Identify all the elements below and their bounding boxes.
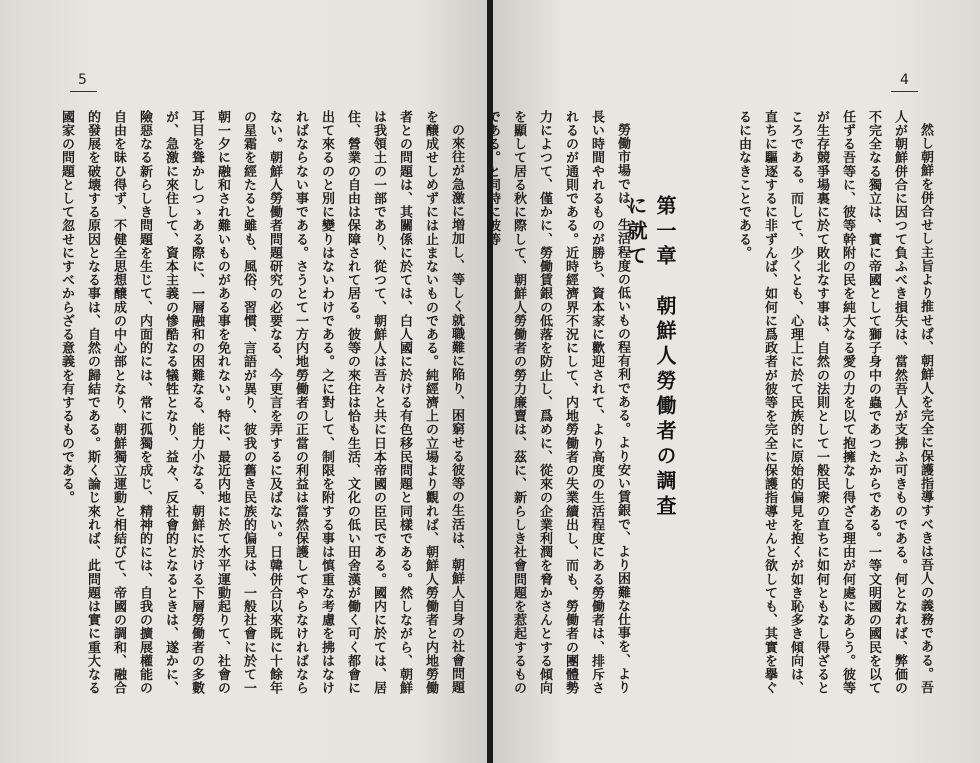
page-number-rule-left	[70, 91, 97, 92]
right-page-paragraph-1: 然し朝鮮を併合せし主旨より推せば、朝鮮人を完全に保護指導すべきは吾人の義務である。吾人が朝鮮併合に因つて負ふべき損失は、當然吾人が支拂ふ可きものである。何となれば、弊価の不完全なる獨立は、實に帝國として獅子身中の蟲であつたからである。一等文明國の國民を以て任ずる吾等に、彼等幹附の民を純大なる愛の力を以て抱擁なし得ざる理由が何處にあらう。彼等が生存競爭場裏に於て敗北なす事は、自然の法則として一般民衆の直ちに如何ともなし得ざるところである。而して、少くとも、心理上に於て民族的に原始的偏見を抱くが如き恥多き傾向は、直ちに驅逐するに非ずんば、如何に爲政者が彼等を完全に保護指導せんと欲しても、其實を擧ぐるに由なきことである。	[736, 110, 933, 695]
chapter-title: 第一章 朝鮮人勞働者の調査に就て	[624, 195, 677, 520]
page-number-rule-right	[891, 91, 918, 92]
right-page-intro-text	[678, 110, 938, 700]
right-page-paragraph-2: 勞働市場では、生活程度の低いもの程有利である。より安い賃銀で、より困難な仕事を、より長い時間やれるものが勝ち、資本家に歡迎されて、より高度の生活程度にある勞働者は、排斥されるのが通則である。近時經濟界不況にして、内地勞働者の失業續出し、而も、勞働者の團體勢力によつて、僅かに、勞働賃銀の低落を防止し、爲めに、從來の企業利潤を脅かさんとする傾向を顯して居る秋に際して、朝鮮人勞働者の勞力廉賣は、茲に、新らしき社會問題を惹起するものである。と同時に彼等	[485, 110, 630, 695]
left-page-paragraph: の來往が急激に増加し、等しく就職難に陥り、困窮せる彼等の生活は、朝鮮人自身の社會問題を醸成せしめずには止まないものである。純經濟上の立場より觀れば、朝鮮人勞働者と内地勞働者との問題は、其關係に於ては、白人國に於ける有色移民問題と同樣である。然しながら、朝鮮は我領土の一部であり、從つて、朝鮮人は吾々と共に日本帝國の臣民である。國内に於ては、居住、營業の自由は保障されて居る。彼等の來住は恰も生活、文化の低い田舍漢が働く可く都會に出て來るのと別に變りはないわけである。之に對して、制限を附する事は慎重な考慮を拂はなければならない事である。さうとて一方内地勞働者の正當の利益は當然保護してやらなければならない。朝鮮人勞働者問題研究の必要なる、今更言を弄するに及ばない。日韓併合以來既に十餘年の星霜を經たると雖も、風俗、習慣、言語が異り、彼我の舊き民族的偏見は、一般社會に於て一朝一夕に融和され難いものがある事を免れない。特に、最近内地に於て水平運動起りて、社會の耳目を聳かしつゝある際に、一層融和の困難なる、能力小なる、朝鮮に於ける下層勞働者の多數が、急激に來住して、資本主義の慘酷なる犠牲となり、益々、反社會的となるときは、遂かに、險惡なる新らしき問題を生じて、内面的には、常に孤獨を成じ、精神的には、自我の擴展權能の自由を昧ひ得ず、不健全思想醸成の中心部となり、朝鮮獨立運動と相結びて、帝國の調和、融合的發展を破壊する原因となる事は、自然の歸結である。斯く論じ來れば、此問題は實に重大なる國家の問題として忽せにすべからざる意義を有するものである。	[59, 110, 464, 695]
left-page-text	[49, 110, 469, 700]
left-page	[0, 0, 487, 763]
page-number-right: 4	[900, 72, 909, 88]
right-page-body-text	[485, 110, 635, 700]
page-number-left: 5	[78, 72, 87, 88]
right-page	[485, 0, 980, 763]
